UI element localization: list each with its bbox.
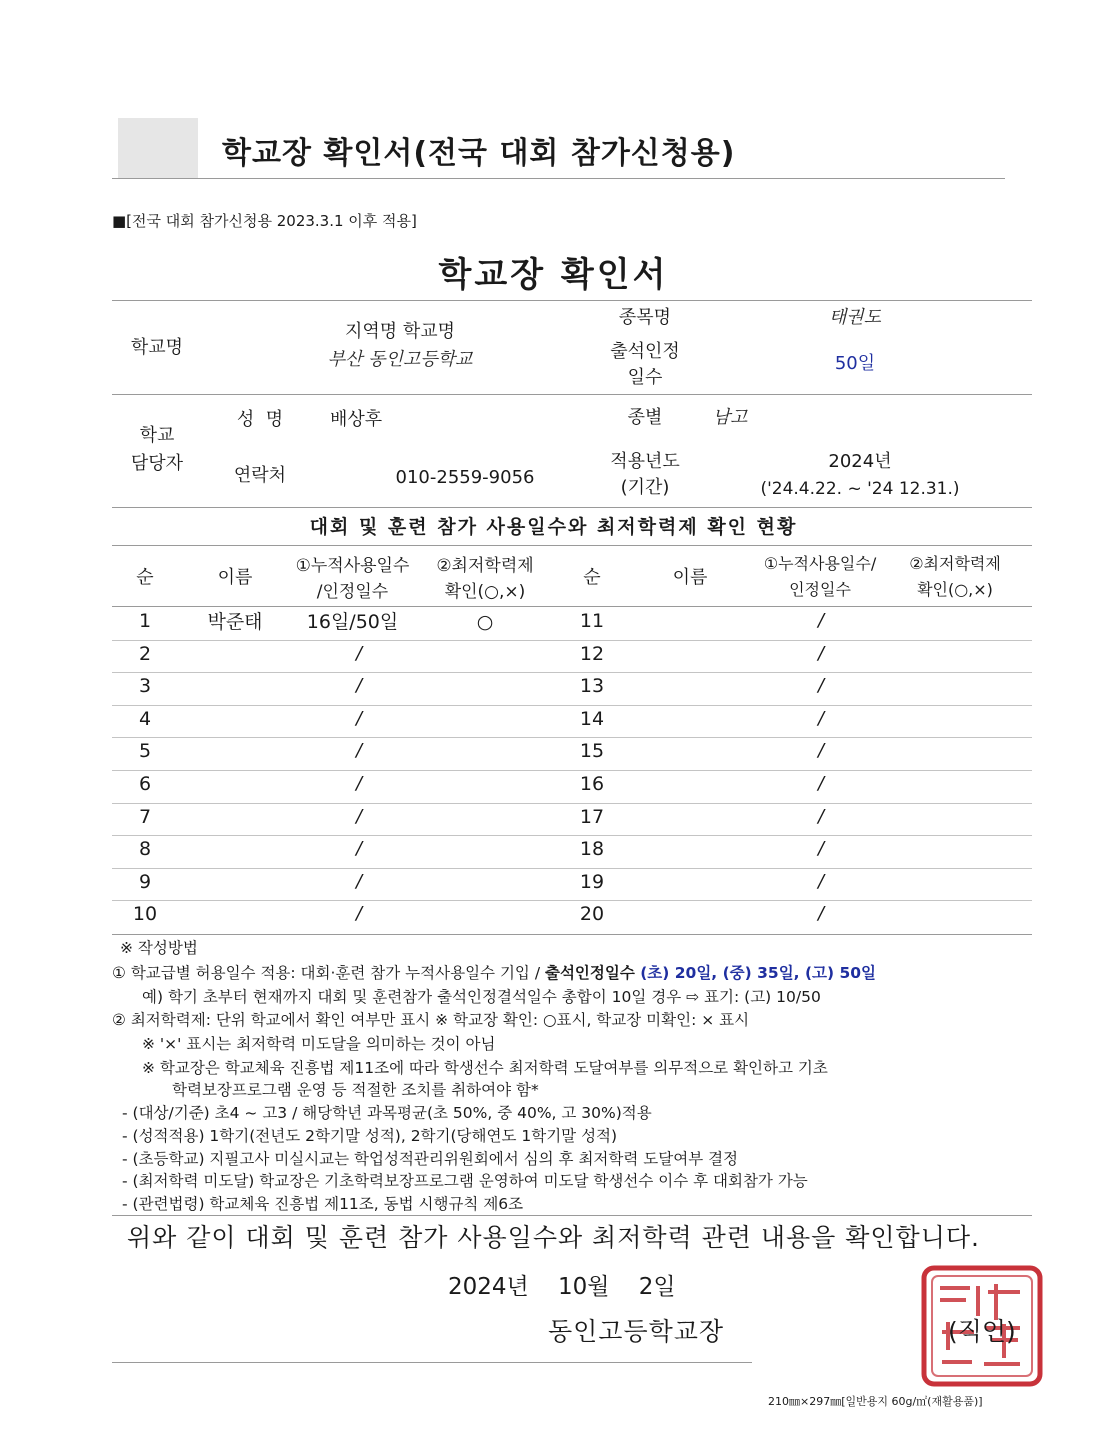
- row-number: 15: [579, 740, 605, 763]
- row-divider: [112, 737, 1032, 738]
- row-divider: [112, 705, 1032, 706]
- divider: [112, 1215, 1032, 1216]
- year-value: 2024년: [828, 451, 892, 472]
- row-divider: [112, 835, 1032, 836]
- row-number: 20: [579, 903, 605, 926]
- sport-value: 태권도: [828, 307, 882, 328]
- period-value: ('24.4.22. ~ '24 12.31.): [760, 479, 960, 499]
- row-divider: [112, 770, 1032, 771]
- col-days-1: ①누적사용일수: [295, 556, 410, 576]
- divider: [112, 1362, 752, 1363]
- days-used: /: [356, 707, 363, 729]
- divider: [112, 394, 1032, 395]
- region-school-label: 지역명 학교명: [344, 321, 456, 342]
- row-number: 9: [138, 870, 152, 893]
- method-line-3: ② 최저학력제: 단위 학교에서 확인 여부만 표시 ※ 학교장 확인: ○표시, 학교장 미확인: × 표시: [112, 1011, 750, 1029]
- col-days-right-1: ①누적사용일수/: [763, 554, 877, 573]
- date-month: 10월: [558, 1274, 610, 1300]
- days-used: /: [356, 805, 363, 827]
- contact-value: 010-2559-9056: [395, 467, 535, 488]
- row-divider: [112, 868, 1032, 869]
- date-year: 2024년: [448, 1274, 529, 1300]
- days-used: 16일/50일: [306, 611, 399, 633]
- method-line-11: - (관련법령) 학교체육 진흥법 제11조, 동법 시행규칙 제6조: [122, 1195, 524, 1213]
- days-used: /: [356, 903, 363, 925]
- method-line-9: - (초등학교) 지필고사 미실시교는 학업성적관리위원회에서 심의 후 최저학력 도달여부 결정: [122, 1150, 739, 1168]
- manager-label-1: 학교: [139, 425, 175, 446]
- name-label: 성 명: [236, 409, 284, 430]
- row-divider: [112, 672, 1032, 673]
- row-number: 19: [579, 870, 605, 893]
- days-used: /: [356, 870, 363, 892]
- row-divider: [112, 640, 1032, 641]
- divider: [112, 507, 1032, 508]
- method-line-1-values: (초) 20일, (중) 35일, (고) 50일: [640, 964, 877, 982]
- divider: [112, 178, 1005, 179]
- method-line-1-text: ① 학교급별 허용일수 적용: 대회·훈련 참가 누적사용일수 기입 /: [112, 964, 545, 982]
- col-check-right-2: 확인(○,×): [917, 580, 993, 599]
- sport-label: 종목명: [618, 307, 672, 328]
- section-title: 대회 및 훈련 참가 사용일수와 최저학력제 확인 현황: [309, 516, 798, 538]
- row-number: 17: [579, 805, 605, 828]
- seal-mark-label: (직인): [948, 1317, 1016, 1346]
- divider: [112, 934, 1032, 935]
- days-used: /: [818, 870, 825, 892]
- days-used: /: [818, 642, 825, 664]
- days-used: /: [818, 740, 825, 762]
- row-number: 5: [138, 740, 152, 763]
- col-check-1: ②최저학력제: [436, 556, 534, 576]
- gender-value: 남고: [712, 407, 748, 428]
- days-used: /: [818, 675, 825, 697]
- col-no-right: 순: [583, 567, 601, 588]
- row-number: 3: [138, 675, 152, 698]
- days-used: /: [818, 707, 825, 729]
- row-number: 10: [132, 903, 158, 926]
- method-line-7: - (대상/기준) 초4 ~ 고3 / 해당학년 과목평균(초 50%, 중 40%, 고 30%)적용: [122, 1104, 652, 1122]
- col-check-right-1: ②최저학력제: [909, 554, 1001, 573]
- days-used: /: [356, 642, 363, 664]
- row-number: 1: [138, 610, 152, 632]
- days-used: /: [818, 903, 825, 925]
- days-used: /: [818, 838, 825, 860]
- col-days-right-2: 인정일수: [789, 580, 851, 599]
- divider: [112, 300, 1032, 301]
- days-used: /: [356, 740, 363, 762]
- row-divider: [112, 900, 1032, 901]
- divider: [112, 606, 1032, 607]
- row-number: 4: [138, 707, 152, 730]
- row-number: 6: [138, 773, 152, 795]
- row-number: 2: [138, 642, 152, 665]
- method-line-1: [112, 961, 876, 983]
- row-number: 16: [579, 773, 605, 795]
- days-used: /: [818, 805, 825, 827]
- row-number: 12: [579, 642, 605, 665]
- row-number: 18: [579, 838, 605, 861]
- student-name: 박준태: [207, 611, 263, 633]
- divider: [112, 545, 1032, 546]
- col-days-2: /인정일수: [316, 582, 389, 602]
- manager-label-2: 담당자: [130, 453, 184, 474]
- method-line-10: - (최저학력 미도달) 학교장은 기초학력보장프로그램 운영하여 미도달 학생선수 이수 후 대회참가 가능: [122, 1172, 808, 1190]
- form-title: 학교장 확인서: [438, 255, 669, 295]
- method-line-5: ※ 학교장은 학교체육 진흥법 제11조에 따라 학생선수 최저학력 도달여부를 의무적으로 확인하고 기초: [142, 1059, 828, 1077]
- days-used: /: [818, 610, 825, 631]
- contact-label: 연락처: [233, 465, 287, 486]
- col-no: 순: [136, 567, 154, 588]
- school-label: 학교명: [130, 337, 184, 358]
- days-used: /: [356, 773, 363, 794]
- name-value: 배상후: [330, 409, 383, 430]
- col-name: 이름: [217, 567, 253, 588]
- gender-label: 종별: [627, 407, 663, 428]
- paper-spec-footer: 210㎜×297㎜[일반용지 60g/㎡(재활용품)]: [768, 1395, 983, 1408]
- principal-title: 동인고등학교장: [548, 1317, 725, 1346]
- year-label-1: 적용년도: [610, 451, 680, 472]
- date-day: 2일: [638, 1274, 676, 1300]
- applicability-note: ■[전국 대회 참가신청용 2023.3.1 이후 적용]: [112, 212, 417, 230]
- document-header-title: 학교장 확인서(전국 대회 참가신청용): [222, 136, 736, 171]
- method-line-6: 학력보장프로그램 운영 등 적절한 조치를 취하여야 함*: [172, 1081, 539, 1099]
- row-number: 14: [579, 707, 605, 730]
- year-label-2: (기간): [620, 477, 670, 498]
- school-value: 부산 동인고등학교: [327, 349, 473, 370]
- issue-date: [448, 1268, 676, 1301]
- method-line-4: ※ '×' 표시는 최저학력 미도달을 의미하는 것이 아님: [142, 1035, 496, 1053]
- method-line-8: - (성적적용) 1학기(전년도 2학기말 성적), 2학기(당해연도 1학기말 성적): [122, 1127, 618, 1145]
- days-used: /: [356, 675, 363, 697]
- attendance-label-2: 일수: [627, 367, 663, 388]
- row-divider: [112, 803, 1032, 804]
- row-number: 13: [579, 675, 605, 698]
- method-line-2: 예) 학기 초부터 현재까지 대회 및 훈련참가 출석인정결석일수 총합이 10일 경우 ⇨ 표기: (고) 10/50: [142, 988, 821, 1006]
- attendance-label-1: 출석인정: [610, 341, 680, 362]
- redacted-mark: [118, 118, 198, 178]
- col-name-right: 이름: [672, 567, 708, 588]
- row-number: 11: [579, 610, 605, 632]
- days-used: /: [356, 838, 363, 860]
- method-heading: ※ 작성방법: [120, 939, 198, 957]
- method-line-1-bold: 출석인정일수: [544, 964, 641, 982]
- academic-check: ○: [476, 611, 494, 633]
- row-number: 7: [138, 805, 152, 828]
- days-used: /: [818, 773, 825, 794]
- col-check-2: 확인(○,×): [444, 582, 526, 602]
- attendance-value: 50일: [834, 353, 876, 374]
- confirmation-statement: 위와 같이 대회 및 훈련 참가 사용일수와 최저학력 관련 내용을 확인합니다.: [127, 1223, 980, 1252]
- row-number: 8: [138, 838, 152, 861]
